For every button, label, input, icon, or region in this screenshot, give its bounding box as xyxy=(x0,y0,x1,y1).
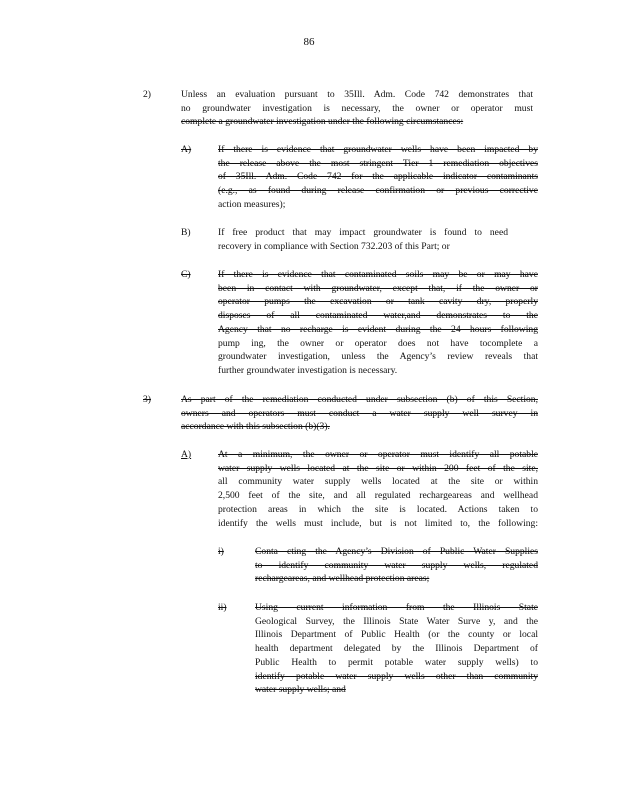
item-label: A) xyxy=(181,449,192,460)
item-label: C) xyxy=(181,269,191,280)
item-3Aii-text: Using current information from the Illinois State Geological Survey, the Illinois State Water Surve y, and the Illinois Department of Public Health (or the county or local health department delegated by the Illinois Department of Public Health to permit potable water supply wells) to identify potable water supply wells other than community water supply wells; and xyxy=(255,602,538,696)
item-3-text: As part of the remediation conducted under subsection (b) of this Section, owners and operators must conduct a water supply well survey in accordance with this subsection (b)(3). xyxy=(181,394,538,433)
item-label: B) xyxy=(181,227,191,238)
item-label: 3) xyxy=(143,394,151,405)
item-2C-text: If there is evidence that contaminated soils may be or may have been in contact with groundwater, except that, if the owner or operator pumps the excavation or tank cavity dry, properly disposes of all contaminated water,and demonstrates to the Agency that no recharge is evident during the 24 hours following pump ing, the owner or operator does not have tocomplete a groundwater investigation, unless the Agency’s review reveals that further groundwater investigation is necessary. xyxy=(218,269,538,376)
item-3A-text: At a minimum, the owner or operator must identify all potable water supply wells located at the site or within 200 feet of the site, all community water supply wells located at the site or within 2,500 feet of the site, and all regulated rechargeareas and wellhead protection areas in which the site is located. Actions taken to identify the wells must include, but is not limited to, the following: xyxy=(218,449,538,529)
item-label: ii) xyxy=(218,602,227,613)
item-label: 2) xyxy=(143,89,151,100)
item-label: i) xyxy=(218,546,224,557)
item-2-text: Unless an evaluation pursuant to 35Ill. Adm. Code 742 demonstrates that no groundwater investigation is necessary, the owner or operator must complete a groundwater investigation under the following circumstances: xyxy=(181,89,533,128)
item-label: A) xyxy=(181,144,192,155)
item-3Ai-text: Conta cting the Agency’s Division of Public Water Supplies to identify community water supply wells, regulated rechargeareas, and wellhead protection areas; xyxy=(255,546,538,585)
page-number: 86 xyxy=(303,36,315,48)
item-2B-text: If free product that may impact groundwater is found to need recovery in compliance with Section 732.203 of this Part; or xyxy=(218,227,508,252)
item-2A-text: If there is evidence that groundwater wells have been impacted by the release above the most stringent Tier 1 remediation objectives of 35Ill. Adm. Code 742 for the applicable indicator contaminants (e.g., as found during release confirmation or previous corrective action measures); xyxy=(218,144,538,210)
